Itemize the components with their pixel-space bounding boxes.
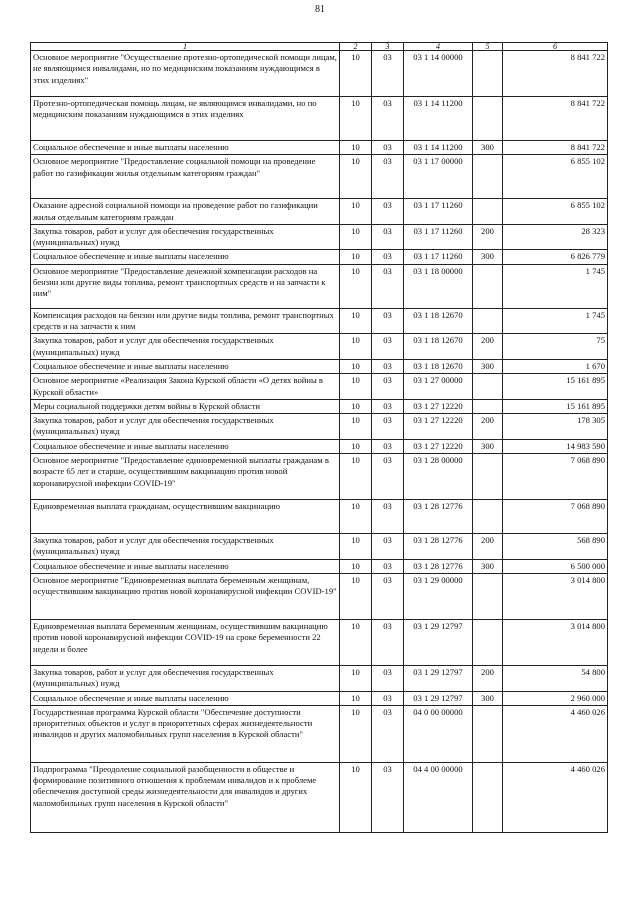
row-name: Единовременная выплата гражданам, осуществившим вакцинацию <box>31 500 340 534</box>
row-section-code: 10 <box>340 199 372 225</box>
row-subsection-code: 03 <box>372 573 404 619</box>
row-amount: 7 068 890 <box>503 500 608 534</box>
row-target-article: 03 1 29 12797 <box>404 619 473 665</box>
row-subsection-code: 03 <box>372 665 404 691</box>
row-subsection-code: 03 <box>372 762 404 832</box>
column-header: 3 <box>372 43 404 51</box>
table-row <box>31 359 608 373</box>
row-name: Государственная программа Курской области "Обеспечение доступности приоритетных объектов и услуг в приоритетных сферах жизнедеятельности инвалидов и других маломобильных групп населения в Курской области" <box>31 705 340 762</box>
table-row <box>31 155 608 199</box>
row-name: Оказание адресной социальной помощи на проведение работ по газификации жилья отдельным категориям граждан <box>31 199 340 225</box>
table-row <box>31 141 608 155</box>
table-row <box>31 414 608 440</box>
row-subsection-code: 03 <box>372 559 404 573</box>
row-name: Социальное обеспечение и иные выплаты населению <box>31 141 340 155</box>
table-row <box>31 559 608 573</box>
row-amount: 8 841 722 <box>503 51 608 97</box>
table-row <box>31 97 608 141</box>
table-row <box>31 264 608 308</box>
row-subsection-code: 03 <box>372 224 404 250</box>
row-name: Подпрограмма "Преодоление социальной разобщенности в обществе и формирование позитивного отношения к проблемам инвалидов и к проблеме обеспечения доступной среды жизнедеятельности для инвалидов и других маломобильных групп населения в Курской области" <box>31 762 340 832</box>
row-section-code: 10 <box>340 97 372 141</box>
row-target-article: 03 1 17 00000 <box>404 155 473 199</box>
row-name: Основное мероприятие "Предоставление единовременной выплаты гражданам в возрасте 65 лет и старше, осуществившим вакцинацию против новой коронавирусной инфекции COVID-19" <box>31 454 340 500</box>
row-amount: 2 960 000 <box>503 691 608 705</box>
row-section-code: 10 <box>340 705 372 762</box>
row-target-article: 04 4 00 00000 <box>404 762 473 832</box>
row-target-article: 03 1 17 11260 <box>404 250 473 264</box>
table-row <box>31 250 608 264</box>
row-target-article: 03 1 27 12220 <box>404 439 473 453</box>
row-expense-type <box>473 399 503 413</box>
row-expense-type: 200 <box>473 665 503 691</box>
row-target-article: 03 1 17 11260 <box>404 199 473 225</box>
table-row <box>31 705 608 762</box>
row-amount: 1 670 <box>503 359 608 373</box>
row-expense-type: 300 <box>473 359 503 373</box>
row-amount: 6 826 779 <box>503 250 608 264</box>
row-target-article: 04 0 00 00000 <box>404 705 473 762</box>
row-subsection-code: 03 <box>372 334 404 360</box>
row-section-code: 10 <box>340 250 372 264</box>
table-row <box>31 619 608 665</box>
row-expense-type: 200 <box>473 534 503 560</box>
row-target-article: 03 1 27 12220 <box>404 414 473 440</box>
row-section-code: 10 <box>340 619 372 665</box>
row-name: Социальное обеспечение и иные выплаты населению <box>31 691 340 705</box>
row-subsection-code: 03 <box>372 264 404 308</box>
row-name: Социальное обеспечение и иные выплаты населению <box>31 559 340 573</box>
table-row <box>31 334 608 360</box>
row-name: Социальное обеспечение и иные выплаты населению <box>31 359 340 373</box>
column-header: 6 <box>503 43 608 51</box>
row-section-code: 10 <box>340 264 372 308</box>
row-target-article: 03 1 18 00000 <box>404 264 473 308</box>
row-name: Основное мероприятие "Предоставление социальной помощи на проведение работ по газификации жилья отдельным категориям граждан" <box>31 155 340 199</box>
row-expense-type <box>473 374 503 400</box>
table-row <box>31 691 608 705</box>
row-amount: 14 983 590 <box>503 439 608 453</box>
row-amount: 178 305 <box>503 414 608 440</box>
row-amount: 1 745 <box>503 264 608 308</box>
row-amount: 6 500 000 <box>503 559 608 573</box>
row-amount: 7 068 890 <box>503 454 608 500</box>
row-expense-type <box>473 762 503 832</box>
row-section-code: 10 <box>340 500 372 534</box>
row-subsection-code: 03 <box>372 155 404 199</box>
table-row <box>31 454 608 500</box>
row-subsection-code: 03 <box>372 141 404 155</box>
row-amount: 15 161 895 <box>503 374 608 400</box>
row-section-code: 10 <box>340 308 372 334</box>
row-subsection-code: 03 <box>372 534 404 560</box>
row-section-code: 10 <box>340 224 372 250</box>
row-expense-type <box>473 51 503 97</box>
row-expense-type <box>473 199 503 225</box>
row-section-code: 10 <box>340 399 372 413</box>
row-target-article: 03 1 29 12797 <box>404 665 473 691</box>
row-expense-type: 200 <box>473 414 503 440</box>
row-expense-type <box>473 97 503 141</box>
table-row <box>31 308 608 334</box>
row-amount: 6 855 102 <box>503 199 608 225</box>
row-amount: 568 890 <box>503 534 608 560</box>
row-target-article: 03 1 18 12670 <box>404 359 473 373</box>
row-target-article: 03 1 28 12776 <box>404 534 473 560</box>
table-row <box>31 762 608 832</box>
row-section-code: 10 <box>340 691 372 705</box>
table-row <box>31 500 608 534</box>
row-name: Закупка товаров, работ и услуг для обеспечения государственных (муниципальных) нужд <box>31 334 340 360</box>
row-subsection-code: 03 <box>372 619 404 665</box>
row-name: Компенсация расходов на бензин или другие виды топлива, ремонт транспортных средств и на запчасти к ним <box>31 308 340 334</box>
row-subsection-code: 03 <box>372 454 404 500</box>
row-amount: 28 323 <box>503 224 608 250</box>
row-subsection-code: 03 <box>372 500 404 534</box>
row-subsection-code: 03 <box>372 250 404 264</box>
table-row <box>31 199 608 225</box>
row-amount: 1 745 <box>503 308 608 334</box>
row-name: Закупка товаров, работ и услуг для обеспечения государственных (муниципальных) нужд <box>31 534 340 560</box>
row-target-article: 03 1 14 00000 <box>404 51 473 97</box>
row-target-article: 03 1 27 12220 <box>404 399 473 413</box>
row-name: Социальное обеспечение и иные выплаты населению <box>31 250 340 264</box>
row-amount: 3 014 800 <box>503 619 608 665</box>
row-target-article: 03 1 18 12670 <box>404 308 473 334</box>
row-section-code: 10 <box>340 665 372 691</box>
table-row <box>31 573 608 619</box>
row-section-code: 10 <box>340 559 372 573</box>
table-row <box>31 374 608 400</box>
table-row <box>31 665 608 691</box>
row-subsection-code: 03 <box>372 414 404 440</box>
budget-table <box>30 42 608 833</box>
row-section-code: 10 <box>340 573 372 619</box>
row-name: Основное мероприятие «Реализация Закона Курской области «О детях войны в Курской области» <box>31 374 340 400</box>
row-expense-type <box>473 308 503 334</box>
row-target-article: 03 1 28 12776 <box>404 500 473 534</box>
row-expense-type: 300 <box>473 250 503 264</box>
row-target-article: 03 1 28 00000 <box>404 454 473 500</box>
row-name: Протезно-ортопедическая помощь лицам, не являющимся инвалидами, но по медицинским показаниям нуждающимся в этих изделиях <box>31 97 340 141</box>
row-name: Социальное обеспечение и иные выплаты населению <box>31 439 340 453</box>
row-name: Меры социальной поддержки детям войны в Курской области <box>31 399 340 413</box>
column-header: 4 <box>404 43 473 51</box>
row-expense-type <box>473 705 503 762</box>
row-subsection-code: 03 <box>372 359 404 373</box>
row-expense-type <box>473 155 503 199</box>
column-header: 5 <box>473 43 503 51</box>
row-name: Закупка товаров, работ и услуг для обеспечения государственных (муниципальных) нужд <box>31 665 340 691</box>
row-name: Основное мероприятие "Осуществление протезно-ортопедической помощи лицам, не являющимся инвалидами, но по медицинским показаниям нуждающимся в этих изделиях" <box>31 51 340 97</box>
row-subsection-code: 03 <box>372 705 404 762</box>
row-subsection-code: 03 <box>372 399 404 413</box>
row-subsection-code: 03 <box>372 374 404 400</box>
row-name: Основное мероприятие "Предоставление денежной компенсации расходов на бензин или другие виды топлива, ремонт транспортных средств и на запчасти к ним" <box>31 264 340 308</box>
row-name: Закупка товаров, работ и услуг для обеспечения государственных (муниципальных) нужд <box>31 224 340 250</box>
row-amount: 15 161 895 <box>503 399 608 413</box>
row-amount: 4 460 026 <box>503 762 608 832</box>
row-expense-type: 300 <box>473 559 503 573</box>
row-expense-type: 200 <box>473 224 503 250</box>
row-amount: 8 841 722 <box>503 141 608 155</box>
table-header-row <box>31 43 608 51</box>
row-section-code: 10 <box>340 334 372 360</box>
row-name: Единовременная выплата беременным женщинам, осуществившим вакцинацию против новой коронавирусной инфекции COVID-19 на сроке беременности 22 недели и более <box>31 619 340 665</box>
row-expense-type: 200 <box>473 334 503 360</box>
table-row <box>31 534 608 560</box>
row-target-article: 03 1 29 12797 <box>404 691 473 705</box>
row-section-code: 10 <box>340 454 372 500</box>
row-amount: 54 800 <box>503 665 608 691</box>
page-number: 81 <box>315 4 325 15</box>
row-expense-type: 300 <box>473 141 503 155</box>
row-section-code: 10 <box>340 141 372 155</box>
row-expense-type <box>473 573 503 619</box>
column-header: 2 <box>340 43 372 51</box>
row-name: Закупка товаров, работ и услуг для обеспечения государственных (муниципальных) нужд <box>31 414 340 440</box>
row-target-article: 03 1 14 11200 <box>404 141 473 155</box>
row-section-code: 10 <box>340 155 372 199</box>
table-row <box>31 51 608 97</box>
row-expense-type <box>473 500 503 534</box>
row-expense-type: 300 <box>473 439 503 453</box>
row-subsection-code: 03 <box>372 439 404 453</box>
row-amount: 6 855 102 <box>503 155 608 199</box>
row-subsection-code: 03 <box>372 51 404 97</box>
table-body <box>31 51 608 833</box>
row-target-article: 03 1 29 00000 <box>404 573 473 619</box>
row-section-code: 10 <box>340 414 372 440</box>
row-section-code: 10 <box>340 51 372 97</box>
row-target-article: 03 1 28 12776 <box>404 559 473 573</box>
row-section-code: 10 <box>340 439 372 453</box>
row-expense-type: 300 <box>473 691 503 705</box>
row-amount: 4 460 026 <box>503 705 608 762</box>
row-section-code: 10 <box>340 359 372 373</box>
row-target-article: 03 1 18 12670 <box>404 334 473 360</box>
row-amount: 75 <box>503 334 608 360</box>
row-expense-type <box>473 454 503 500</box>
row-name: Основное мероприятие "Единовременная выплата беременным женщинам, осуществившим вакцинацию против новой коронавирусной инфекции COVID-19" <box>31 573 340 619</box>
row-section-code: 10 <box>340 374 372 400</box>
table-row <box>31 399 608 413</box>
row-target-article: 03 1 17 11260 <box>404 224 473 250</box>
row-subsection-code: 03 <box>372 691 404 705</box>
row-amount: 3 014 800 <box>503 573 608 619</box>
row-expense-type <box>473 619 503 665</box>
row-section-code: 10 <box>340 762 372 832</box>
row-amount: 8 841 722 <box>503 97 608 141</box>
row-subsection-code: 03 <box>372 199 404 225</box>
row-expense-type <box>473 264 503 308</box>
row-target-article: 03 1 14 11200 <box>404 97 473 141</box>
row-subsection-code: 03 <box>372 97 404 141</box>
row-section-code: 10 <box>340 534 372 560</box>
row-target-article: 03 1 27 00000 <box>404 374 473 400</box>
row-subsection-code: 03 <box>372 308 404 334</box>
column-header: 1 <box>31 43 340 51</box>
table-row <box>31 224 608 250</box>
table-row <box>31 439 608 453</box>
